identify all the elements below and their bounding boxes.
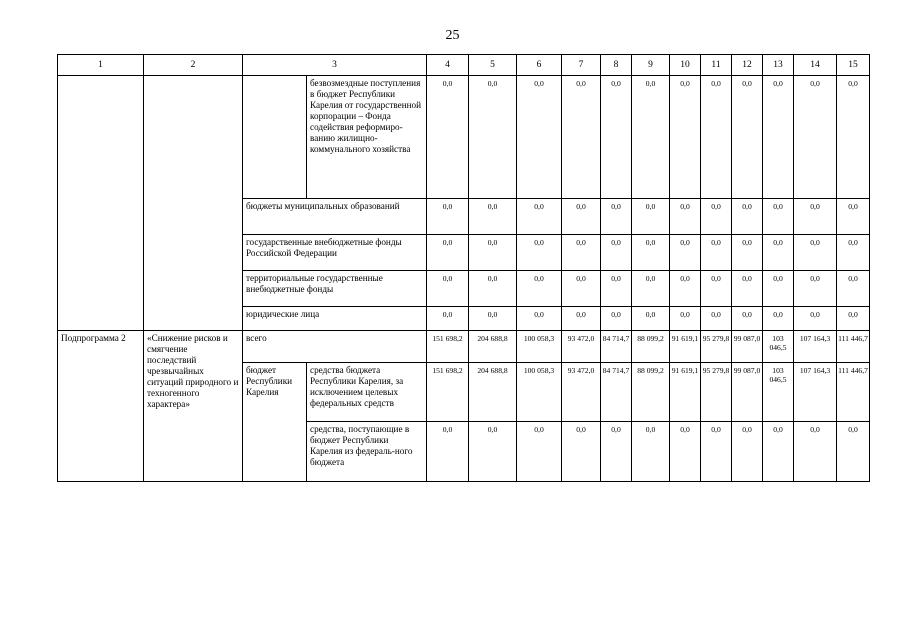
header-row	[58, 55, 870, 76]
value-cell: 0,0	[837, 76, 870, 199]
header-cell: 7	[562, 55, 601, 76]
row-label: юридические лица	[243, 307, 427, 331]
budget-group-label: бюджет Республики Карелия	[243, 363, 307, 482]
value-cell: 0,0	[632, 199, 670, 235]
table-row	[58, 76, 870, 199]
value-cell: 0,0	[670, 271, 701, 307]
value-cell: 0,0	[794, 271, 837, 307]
value-cell: 0,0	[632, 422, 670, 482]
header-cell: 14	[794, 55, 837, 76]
value-cell: 0,0	[601, 235, 632, 271]
subprogram-number: Подпрограмма 2	[58, 331, 144, 482]
empty-cell	[58, 76, 144, 331]
value-cell: 103 046,5	[763, 363, 794, 422]
header-cell: 3	[243, 55, 427, 76]
value-cell: 0,0	[763, 271, 794, 307]
value-cell: 100 058,3	[517, 331, 562, 363]
value-cell: 0,0	[427, 76, 469, 199]
header-cell: 6	[517, 55, 562, 76]
value-cell: 0,0	[517, 76, 562, 199]
value-cell: 0,0	[517, 307, 562, 331]
value-cell: 0,0	[562, 235, 601, 271]
header-cell: 5	[469, 55, 517, 76]
value-cell: 0,0	[794, 235, 837, 271]
header-cell: 8	[601, 55, 632, 76]
header-cell: 2	[144, 55, 243, 76]
value-cell: 95 279,8	[701, 363, 732, 422]
value-cell: 0,0	[427, 199, 469, 235]
value-cell: 0,0	[562, 76, 601, 199]
value-cell: 93 472,0	[562, 331, 601, 363]
value-cell: 0,0	[469, 307, 517, 331]
value-cell: 88 099,2	[632, 331, 670, 363]
value-cell: 0,0	[517, 199, 562, 235]
value-cell: 0,0	[732, 235, 763, 271]
value-cell: 0,0	[562, 271, 601, 307]
value-cell: 0,0	[763, 199, 794, 235]
value-cell: 0,0	[562, 307, 601, 331]
value-cell: 0,0	[732, 271, 763, 307]
value-cell: 0,0	[632, 235, 670, 271]
value-cell: 0,0	[427, 422, 469, 482]
value-cell: 0,0	[763, 235, 794, 271]
value-cell: 107 164,3	[794, 331, 837, 363]
value-cell: 0,0	[794, 307, 837, 331]
table-row	[58, 331, 870, 363]
value-cell: 0,0	[794, 76, 837, 199]
value-cell: 0,0	[701, 235, 732, 271]
value-cell: 0,0	[701, 271, 732, 307]
value-cell: 95 279,8	[701, 331, 732, 363]
header-cell: 9	[632, 55, 670, 76]
value-cell: 0,0	[469, 422, 517, 482]
value-cell: 99 087,0	[732, 331, 763, 363]
value-cell: 0,0	[601, 422, 632, 482]
subprogram-title: «Снижение рисков и смягчение последствий чрезвычайных ситуаций природного и техногенного характера»	[144, 331, 243, 482]
value-cell: 0,0	[701, 307, 732, 331]
row-label: безвозмездные поступления в бюджет Республики Карелия от государственной корпорации – Фонда содействия реформиро-ванию жилищно-коммунального хозяйства	[307, 76, 427, 199]
value-cell: 0,0	[732, 307, 763, 331]
header-cell: 12	[732, 55, 763, 76]
value-cell: 0,0	[632, 307, 670, 331]
value-cell: 0,0	[469, 271, 517, 307]
budget-table	[57, 54, 870, 482]
value-cell: 204 688,8	[469, 363, 517, 422]
row-label: средства, поступающие в бюджет Республики Карелия из федераль-ного бюджета	[307, 422, 427, 482]
value-cell: 0,0	[701, 76, 732, 199]
row-label: всего	[243, 331, 427, 363]
value-cell: 0,0	[732, 76, 763, 199]
value-cell: 0,0	[517, 271, 562, 307]
value-cell: 0,0	[562, 422, 601, 482]
value-cell: 0,0	[763, 422, 794, 482]
value-cell: 0,0	[632, 271, 670, 307]
row-label: государственные внебюджетные фонды Российской Федерации	[243, 235, 427, 271]
value-cell: 0,0	[562, 199, 601, 235]
value-cell: 111 446,7	[837, 331, 870, 363]
value-cell: 0,0	[427, 271, 469, 307]
value-cell: 0,0	[837, 271, 870, 307]
value-cell: 151 698,2	[427, 363, 469, 422]
value-cell: 0,0	[601, 307, 632, 331]
value-cell: 0,0	[763, 307, 794, 331]
value-cell: 0,0	[670, 235, 701, 271]
value-cell: 0,0	[601, 199, 632, 235]
value-cell: 93 472,0	[562, 363, 601, 422]
header-cell: 13	[763, 55, 794, 76]
value-cell: 0,0	[469, 76, 517, 199]
value-cell: 84 714,7	[601, 331, 632, 363]
value-cell: 0,0	[794, 422, 837, 482]
row-label: бюджеты муниципальных образований	[243, 199, 427, 235]
value-cell: 111 446,7	[837, 363, 870, 422]
value-cell: 88 099,2	[632, 363, 670, 422]
empty-cell	[243, 76, 307, 199]
value-cell: 84 714,7	[601, 363, 632, 422]
value-cell: 0,0	[732, 199, 763, 235]
value-cell: 0,0	[427, 307, 469, 331]
value-cell: 0,0	[517, 235, 562, 271]
value-cell: 0,0	[837, 307, 870, 331]
value-cell: 0,0	[427, 235, 469, 271]
row-label: территориальные государственные внебюджетные фонды	[243, 271, 427, 307]
value-cell: 0,0	[701, 199, 732, 235]
value-cell: 0,0	[670, 199, 701, 235]
empty-cell	[144, 76, 243, 331]
value-cell: 0,0	[837, 199, 870, 235]
value-cell: 0,0	[837, 235, 870, 271]
value-cell: 0,0	[469, 235, 517, 271]
value-cell: 0,0	[701, 422, 732, 482]
row-label: средства бюджета Республики Карелия, за исключением целевых федеральных средств	[307, 363, 427, 422]
value-cell: 91 619,1	[670, 331, 701, 363]
value-cell: 99 087,0	[732, 363, 763, 422]
value-cell: 0,0	[469, 199, 517, 235]
header-cell: 11	[701, 55, 732, 76]
value-cell: 0,0	[670, 422, 701, 482]
value-cell: 0,0	[763, 76, 794, 199]
value-cell: 0,0	[517, 422, 562, 482]
value-cell: 0,0	[670, 76, 701, 199]
value-cell: 100 058,3	[517, 363, 562, 422]
value-cell: 204 688,8	[469, 331, 517, 363]
value-cell: 0,0	[632, 76, 670, 199]
value-cell: 0,0	[670, 307, 701, 331]
value-cell: 151 698,2	[427, 331, 469, 363]
value-cell: 0,0	[837, 422, 870, 482]
value-cell: 0,0	[601, 76, 632, 199]
value-cell: 91 619,1	[670, 363, 701, 422]
value-cell: 103 046,5	[763, 331, 794, 363]
value-cell: 0,0	[601, 271, 632, 307]
value-cell: 107 164,3	[794, 363, 837, 422]
page-number: 25	[445, 28, 460, 43]
header-cell: 15	[837, 55, 870, 76]
header-cell: 10	[670, 55, 701, 76]
header-cell: 4	[427, 55, 469, 76]
value-cell: 0,0	[732, 422, 763, 482]
value-cell: 0,0	[794, 199, 837, 235]
header-cell: 1	[58, 55, 144, 76]
